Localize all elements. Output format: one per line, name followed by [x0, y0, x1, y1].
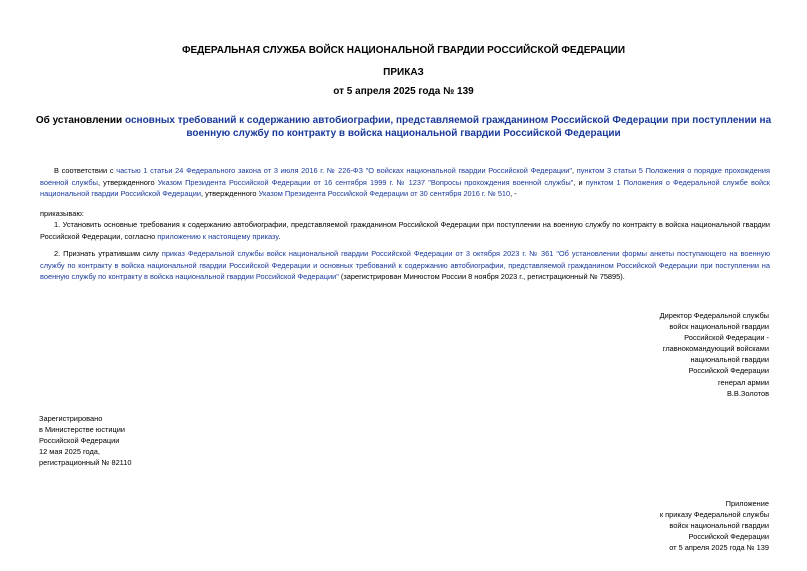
signature-line: генерал армии: [718, 377, 769, 387]
appendix-line: Российской Федерации: [688, 532, 769, 542]
text: (зарегистрирован Минюстом России 8 ноября 2023 г., регистрационный № 75895).: [338, 272, 625, 281]
decree-1237-link[interactable]: Указом Президента Российской Федерации от 16 сентября 1999 г. № 1237 "Вопросы прохождения военной службы": [157, 177, 574, 187]
order-word: приказываю:: [40, 209, 84, 218]
text: 1. Установить основные требования к содержанию автобиографии, представляемой гражданином Российской Федерации при поступлении на военную службу по контракту в войска национальной гвардии Российской Федерации, согласно: [40, 220, 770, 241]
text: В соответствии с: [54, 166, 117, 175]
clause-2: [40, 248, 770, 283]
title-link[interactable]: основных требований к содержанию автобиографии, представляемой гражданином Российской Федерации при поступлении на военную службу по контракту в войска национальной гвардии Российской Федерации: [124, 115, 772, 139]
appendix-header: [569, 498, 769, 553]
agency-name: ФЕДЕРАЛЬНАЯ СЛУЖБА ВОЙСК НАЦИОНАЛЬНОЙ ГВАРДИИ РОССИЙСКОЙ ФЕДЕРАЦИИ: [181, 45, 626, 56]
text: , и: [573, 177, 586, 187]
clause-1: [40, 219, 770, 242]
registration-line: в Министерстве юстиции: [39, 425, 126, 435]
signature-line: главнокомандующий войсками: [662, 344, 769, 354]
repealed-order-link[interactable]: приказ Федеральной службы войск национальной гвардии Российской Федерации от 3 октября 2023 г. № 361 "Об установлении формы анкеты поступающего на военную службу по контракту в войска национальной гвардии Российской Федерации и основных требований к содержанию автобиографии, представляемой гражданином Российской Федерации при поступлении на военную службу по контракту в войска национальной гвардии Российской Федерации": [40, 249, 770, 281]
text: ,: [571, 166, 577, 175]
regulation-link[interactable]: пунктом 3 статьи 5 Положения о порядке прохождения военной службы: [40, 166, 770, 187]
text: .: [278, 231, 281, 241]
registration-block: [39, 413, 239, 468]
appendix-line: Приложение: [725, 499, 769, 508]
text: , утвержденного: [97, 177, 158, 187]
signature-line: войск национальной гвардии: [669, 322, 769, 332]
signature-line: Директор Федеральной службы: [659, 311, 769, 320]
signature-line: Российской Федерации: [688, 366, 769, 376]
decree-510-link[interactable]: Указом Президента Российской Федерации от 30 сентября 2016 г. № 510: [258, 189, 511, 198]
appendix-line: от 5 апреля 2025 года № 139: [669, 543, 769, 553]
signature-block: [569, 310, 769, 399]
appendix-link[interactable]: приложению к настоящему приказу: [157, 231, 279, 241]
document-date-number: от 5 апреля 2025 года № 139: [333, 86, 474, 97]
text: 2. Признать утратившим силу: [54, 249, 162, 258]
registration-date: 12 мая 2025 года,: [39, 447, 100, 457]
signature-line: национальной гвардии: [690, 355, 769, 365]
title-prefix: Об установлении: [35, 115, 125, 126]
signature-line: Российской Федерации -: [684, 333, 769, 343]
document-title: [30, 114, 777, 140]
text: , утвержденного: [200, 189, 259, 198]
appendix-line: войск национальной гвардии: [669, 521, 769, 531]
text: , -: [510, 189, 517, 198]
preamble-paragraph: [40, 165, 770, 200]
document-type: ПРИКАЗ: [383, 67, 424, 78]
signatory-name: В.В.Золотов: [726, 388, 769, 398]
appendix-line: к приказу Федеральной службы: [659, 510, 769, 520]
registration-line: Российской Федерации: [39, 436, 120, 446]
registration-number: регистрационный № 82110: [39, 458, 132, 468]
registration-line: Зарегистрировано: [39, 414, 103, 423]
law-link[interactable]: частью 1 статьи 24 Федерального закона от 3 июля 2016 г. № 226-ФЗ "О войсках национальной гвардии Российской Федерации": [116, 166, 572, 175]
service-regulation-link[interactable]: пунктом 1 Положения о Федеральной службе войск национальной гвардии Российской Федерации: [40, 177, 770, 198]
